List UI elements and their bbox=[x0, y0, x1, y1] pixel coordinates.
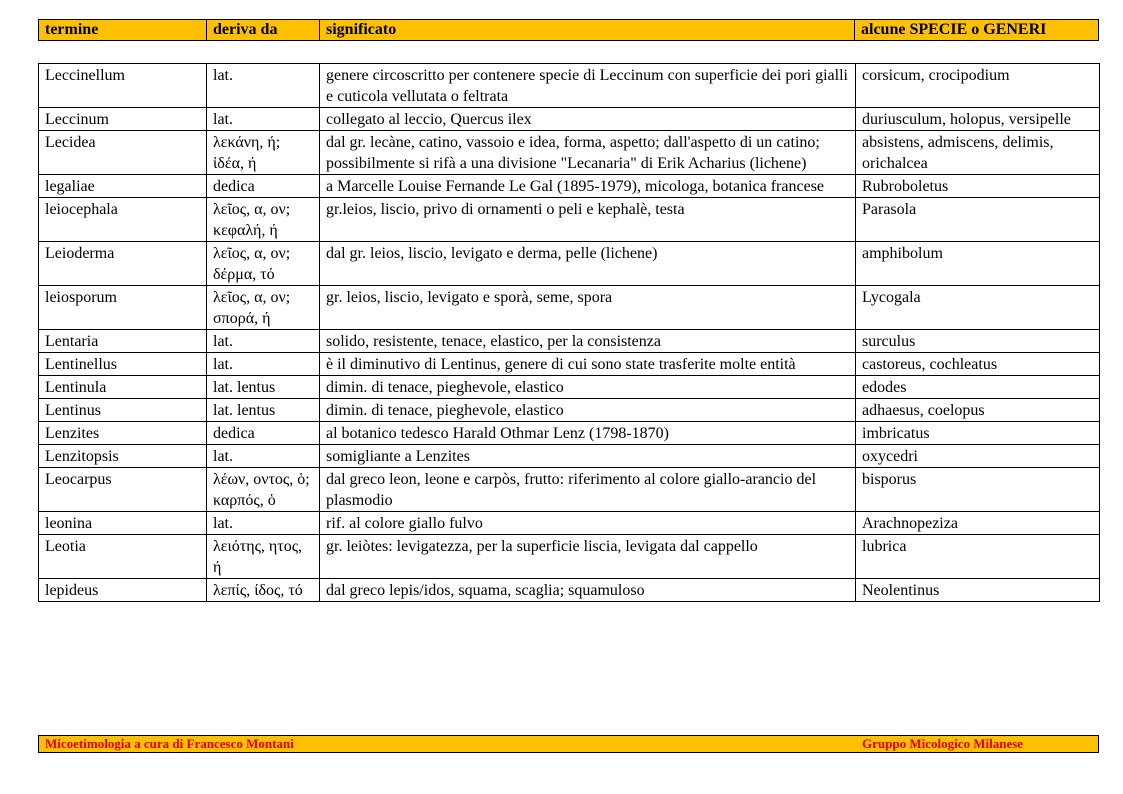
header-deriva-da: deriva da bbox=[207, 20, 320, 40]
table-row bbox=[39, 353, 1100, 376]
cell-specie: absistens, admiscens, delimis, orichalcea bbox=[856, 131, 1100, 175]
cell-significato: somigliante a Lenzites bbox=[320, 445, 856, 468]
cell-significato: dal greco lepis/idos, squama, scaglia; squamuloso bbox=[320, 579, 856, 602]
cell-deriva: lat. bbox=[207, 64, 320, 108]
cell-specie: imbricatus bbox=[856, 422, 1100, 445]
table-row bbox=[39, 579, 1100, 602]
column-header-bar bbox=[38, 19, 1099, 41]
cell-termine: Leccinellum bbox=[39, 64, 207, 108]
cell-termine: Lenzitopsis bbox=[39, 445, 207, 468]
cell-termine: lepideus bbox=[39, 579, 207, 602]
table-row bbox=[39, 286, 1100, 330]
cell-significato: gr.leios, liscio, privo di ornamenti o peli e kephalè, testa bbox=[320, 198, 856, 242]
table-row bbox=[39, 64, 1100, 108]
header-specie: alcune SPECIE o GENERI bbox=[861, 21, 1047, 38]
cell-deriva: lat. lentus bbox=[207, 399, 320, 422]
cell-termine: leiosporum bbox=[39, 286, 207, 330]
cell-specie: castoreus, cochleatus bbox=[856, 353, 1100, 376]
cell-significato: solido, resistente, tenace, elastico, per la consistenza bbox=[320, 330, 856, 353]
cell-specie: amphibolum bbox=[856, 242, 1100, 286]
cell-deriva: λεῖος, α, ον; δέρμα, τό bbox=[207, 242, 320, 286]
cell-deriva: lat. bbox=[207, 353, 320, 376]
cell-significato: dal greco leon, leone e carpòs, frutto: riferimento al colore giallo-arancio del plasmodio bbox=[320, 468, 856, 512]
table-row bbox=[39, 535, 1100, 579]
cell-deriva: λεῖος, α, ον; κεφαλή, ή bbox=[207, 198, 320, 242]
cell-specie: Lycogala bbox=[856, 286, 1100, 330]
cell-termine: Lentaria bbox=[39, 330, 207, 353]
cell-specie: bisporus bbox=[856, 468, 1100, 512]
cell-specie: Neolentinus bbox=[856, 579, 1100, 602]
cell-termine: legaliae bbox=[39, 175, 207, 198]
cell-significato: genere circoscritto per contenere specie di Leccinum con superficie dei pori gialli e cuticola vellutata o feltrata bbox=[320, 64, 856, 108]
cell-termine: Lecidea bbox=[39, 131, 207, 175]
cell-significato: dal gr. lecàne, catino, vassoio e idea, forma, aspetto; dall'aspetto di un catino; possibilmente si rifà a una divisione "Lecanaria" di Erik Acharius (lichene) bbox=[320, 131, 856, 175]
cell-deriva: lat. lentus bbox=[207, 376, 320, 399]
table-row bbox=[39, 242, 1100, 286]
table-row bbox=[39, 399, 1100, 422]
cell-significato: gr. leios, liscio, levigato e sporà, seme, spora bbox=[320, 286, 856, 330]
cell-deriva: λεῖος, α, ον; σπορά, ή bbox=[207, 286, 320, 330]
cell-deriva: lat. bbox=[207, 512, 320, 535]
cell-specie: lubrica bbox=[856, 535, 1100, 579]
table-row bbox=[39, 468, 1100, 512]
cell-deriva: λεκάνη, ή; ἰδέα, ή bbox=[207, 131, 320, 175]
table-row bbox=[39, 131, 1100, 175]
cell-termine: Leioderma bbox=[39, 242, 207, 286]
table-row bbox=[39, 330, 1100, 353]
cell-termine: Lentinellus bbox=[39, 353, 207, 376]
cell-deriva: λειότης, ητος, ή bbox=[207, 535, 320, 579]
table-row bbox=[39, 422, 1100, 445]
cell-specie: adhaesus, coelopus bbox=[856, 399, 1100, 422]
cell-specie: corsicum, crocipodium bbox=[856, 64, 1100, 108]
footer-group: Gruppo Micologico Milanese bbox=[862, 736, 1024, 751]
table-row bbox=[39, 108, 1100, 131]
cell-specie: oxycedri bbox=[856, 445, 1100, 468]
cell-termine: Leccinum bbox=[39, 108, 207, 131]
cell-significato: rif. al colore giallo fulvo bbox=[320, 512, 856, 535]
table-row bbox=[39, 445, 1100, 468]
cell-deriva: λέων, οντος, ὁ; καρπός, ὁ bbox=[207, 468, 320, 512]
cell-termine: Leocarpus bbox=[39, 468, 207, 512]
table-row bbox=[39, 175, 1100, 198]
footer-bar bbox=[38, 735, 1099, 753]
cell-specie: edodes bbox=[856, 376, 1100, 399]
header-termine: termine bbox=[39, 20, 207, 40]
footer-author: Micoetimologia a cura di Francesco Montani bbox=[45, 736, 294, 751]
cell-termine: Lentinula bbox=[39, 376, 207, 399]
cell-deriva: λεπίς, ίδος, τό bbox=[207, 579, 320, 602]
cell-significato: dimin. di tenace, pieghevole, elastico bbox=[320, 399, 856, 422]
cell-significato: a Marcelle Louise Fernande Le Gal (1895-1979), micologa, botanica francese bbox=[320, 175, 856, 198]
table-row bbox=[39, 376, 1100, 399]
table-row bbox=[39, 512, 1100, 535]
cell-specie: Parasola bbox=[856, 198, 1100, 242]
cell-specie: duriusculum, holopus, versipelle bbox=[856, 108, 1100, 131]
cell-significato: collegato al leccio, Quercus ilex bbox=[320, 108, 856, 131]
cell-significato: al botanico tedesco Harald Othmar Lenz (1798-1870) bbox=[320, 422, 856, 445]
cell-termine: leonina bbox=[39, 512, 207, 535]
cell-deriva: lat. bbox=[207, 108, 320, 131]
cell-termine: Leotia bbox=[39, 535, 207, 579]
cell-deriva: dedica bbox=[207, 175, 320, 198]
cell-specie: surculus bbox=[856, 330, 1100, 353]
cell-specie: Rubroboletus bbox=[856, 175, 1100, 198]
etymology-table bbox=[38, 63, 1100, 602]
cell-termine: Lenzites bbox=[39, 422, 207, 445]
cell-termine: Lentinus bbox=[39, 399, 207, 422]
table-row bbox=[39, 198, 1100, 242]
cell-significato: dimin. di tenace, pieghevole, elastico bbox=[320, 376, 856, 399]
header-significato: significato bbox=[320, 20, 855, 40]
cell-significato: gr. leiòtes: levigatezza, per la superficie liscia, levigata dal cappello bbox=[320, 535, 856, 579]
cell-deriva: dedica bbox=[207, 422, 320, 445]
cell-deriva: lat. bbox=[207, 330, 320, 353]
cell-significato: è il diminutivo di Lentinus, genere di cui sono state trasferite molte entità bbox=[320, 353, 856, 376]
cell-specie: Arachnopeziza bbox=[856, 512, 1100, 535]
cell-deriva: lat. bbox=[207, 445, 320, 468]
cell-termine: leiocephala bbox=[39, 198, 207, 242]
cell-significato: dal gr. leios, liscio, levigato e derma, pelle (lichene) bbox=[320, 242, 856, 286]
